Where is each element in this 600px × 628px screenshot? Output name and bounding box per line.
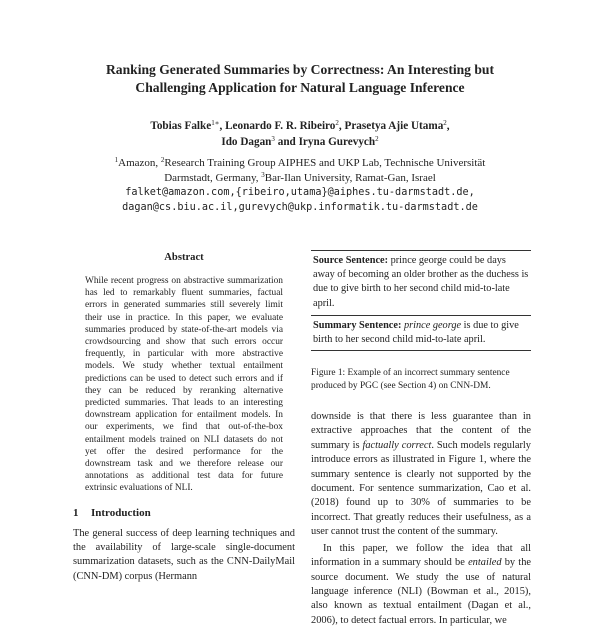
- intro-paragraph: The general success of deep learning techniques and the availability of large-scale single-document summarization datasets, such as the CNN-DailyMail (CNN-DM) corpus (Hermann: [73, 527, 295, 582]
- source-sentence-text: prince george could be days away of becoming an older brother as the duchess is due to give birth to her second child mid-to-late april.: [313, 255, 529, 309]
- source-sentence-label: Source Sentence:: [313, 255, 389, 266]
- summary-sentence: [311, 319, 531, 347]
- author-affiliation-mark: 1∗: [211, 119, 220, 127]
- author-separator: ,: [446, 120, 450, 132]
- summary-sentence-label: Summary Sentence:: [313, 319, 402, 331]
- body-text-run: . Such models regularly introduce errors as illustrated in Figure 1, where the summary sentence is clearly not supported by the document. For sentence summarization, Cao et al. (2018) found up to 30% of summaries to be incorrect. That greatly reduces their usefulness, as a user cannot trust the content of the summary.: [311, 439, 531, 538]
- author-affiliation-mark: 2: [443, 119, 447, 127]
- author-separator: ,: [219, 120, 226, 132]
- author-affiliation-mark: 3: [271, 135, 275, 143]
- abstract-heading: Abstract: [164, 252, 204, 263]
- summary-error-span: prince george: [403, 319, 462, 331]
- affiliation-mark: 2: [160, 156, 165, 164]
- author-name: Iryna Gurevych: [298, 136, 376, 148]
- affiliation-mark: 3: [261, 171, 265, 179]
- left-column: [73, 252, 295, 584]
- figure-1-caption: Figure 1: Example of an incorrect summary sentence produced by PGC (see Section 4) on CNN-DM.: [311, 368, 510, 391]
- body-paragraph-2: [311, 542, 531, 628]
- affiliation-mark: 1: [114, 156, 119, 164]
- affiliation-line-2: [40, 171, 560, 186]
- author-separator: ,: [338, 120, 345, 132]
- title-line-1: Ranking Generated Summaries by Correctness: An Interesting but: [105, 62, 495, 77]
- figure-1-box: [311, 250, 531, 351]
- author-name: Leonardo F. R. Ribeiro: [225, 120, 336, 132]
- author-name: Prasetya Ajie Utama: [344, 120, 444, 132]
- affiliation-text: Bar-Ilan University, Ramat-Gan, Israel: [264, 172, 436, 184]
- body-paragraph-1: [311, 410, 531, 540]
- affiliation-text: Darmstadt, Germany,: [164, 172, 262, 184]
- body-text-run: downside is that there is less guarantee than in extractive approaches that the content of the summary is: [311, 411, 531, 451]
- author-emails: [40, 185, 560, 215]
- paper-title: [40, 61, 560, 97]
- source-sentence: [311, 254, 531, 311]
- affiliations: [40, 156, 560, 186]
- affiliation-text: Amazon,: [118, 157, 161, 169]
- section-number: 1: [73, 506, 79, 519]
- section-heading-introduction: [73, 507, 295, 519]
- body-text-emphasis: entailed: [468, 557, 502, 569]
- author-name: Tobias Falke: [150, 120, 212, 132]
- affiliation-line-1: [40, 156, 560, 171]
- author-line-2: [40, 134, 560, 150]
- summary-sentence-text: is due to give birth to her second child mid-to-late april.: [313, 319, 519, 346]
- body-text: [311, 410, 531, 628]
- author-name: Ido Dagan: [221, 136, 272, 148]
- abstract-text: While recent progress on abstractive summarization has led to remarkably fluent summaries, factual errors in generated summaries still severely limit their use in practice. In this paper, we evaluate summaries produced by state-of-the-art models via crowdsourcing and show that such errors occur frequently, in particular with more abstractive models. We study whether textual entailment predictions can be used to detect such errors and if they can be reduced by reranking alternative predicted summaries. That leads to an interesting downstream application for entailment models. In our experiments, we find that out-of-the-box entailment models trained on NLI datasets do not yet offer the desired performance for the downstream task and we therefore release our annotations as additional test data for future extrinsic evaluations of NLI.: [85, 276, 283, 494]
- email-line-2: dagan@cs.biu.ac.il,gurevych@ukp.informatik.tu-darmstadt.de: [122, 202, 478, 213]
- author-affiliation-mark: 2: [375, 135, 379, 143]
- body-text-run: In this paper, we follow the idea that all information in a summary should be: [311, 542, 531, 569]
- author-affiliation-mark: 2: [335, 119, 339, 127]
- right-column: [311, 250, 531, 628]
- body-text-run: by the source document. We study the use of natural language inference (NLI) (Bowman et al., 2015), also known as textual entailment (Dagan et al., 2006), to detect factual errors. In particular, we: [311, 557, 532, 626]
- body-text-emphasis: factually correct: [362, 439, 432, 451]
- affiliation-text: Research Training Group AIPHES and UKP Lab, Technische Universität: [164, 157, 486, 169]
- title-line-2: Challenging Application for Natural Language Inference: [135, 80, 465, 95]
- section-title: Introduction: [91, 506, 151, 519]
- author-separator: and: [274, 136, 299, 148]
- author-list: [40, 118, 560, 150]
- figure-divider: [311, 315, 531, 316]
- author-line-1: [40, 118, 560, 134]
- email-line-1: falket@amazon.com,{ribeiro,utama}@aiphes.tu-darmstadt.de,: [125, 187, 475, 198]
